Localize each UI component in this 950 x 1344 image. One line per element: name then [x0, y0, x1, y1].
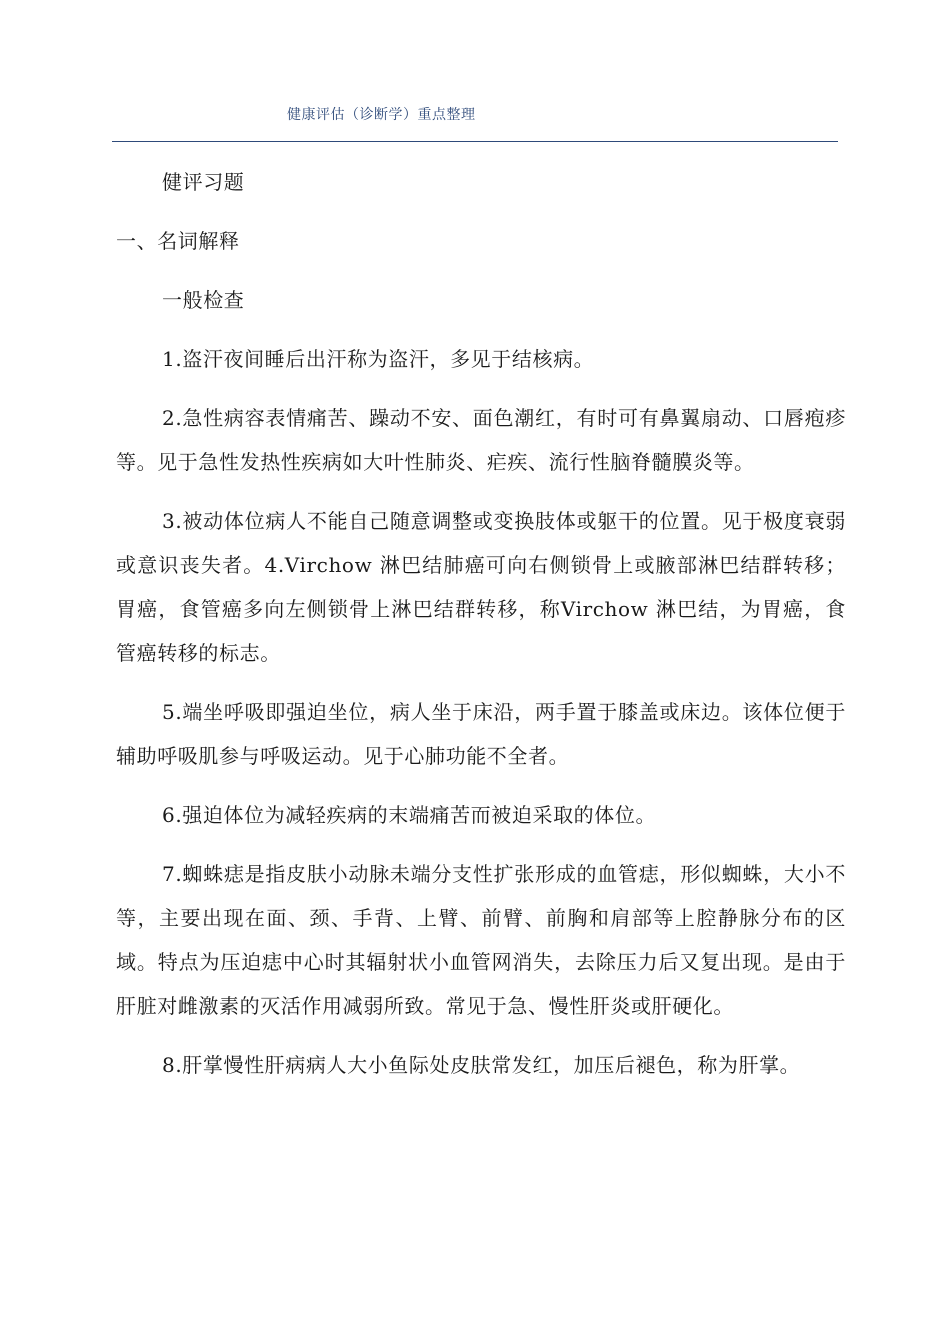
header-title: 健康评估（诊断学）重点整理: [287, 107, 476, 123]
document-body: [116, 160, 846, 1102]
definition-item: 6.强迫体位为减轻疾病的末端痛苦而被迫采取的体位。: [162, 803, 657, 827]
definition-item: 8.肝掌慢性肝病病人大小鱼际处皮肤常发红，加压后褪色，称为肝掌。: [162, 1053, 801, 1077]
definition-item: 5.端坐呼吸即强迫坐位，病人坐于床沿，两手置于膝盖或床边。该体位便于辅助呼吸肌参与呼吸运动。见于心肺功能不全者。: [116, 700, 846, 768]
header-divider: [112, 141, 838, 142]
definition-item: 7.蜘蛛痣是指皮肤小动脉未端分支性扩张形成的血管痣，形似蜘蛛，大小不等，主要出现在面、颈、手背、上臂、前臂、前胸和肩部等上腔静脉分布的区域。特点为压迫痣中心时其辐射状小血管网消失，去除压力后又复出现。是由于肝脏对雌激素的灭活作用减弱所致。常见于急、慢性肝炎或肝硬化。: [116, 862, 846, 1018]
subsection-title: 一般检查: [162, 288, 245, 312]
definition-item: 3.被动体位病人不能自己随意调整或变换肢体或躯干的位置。见于极度衰弱或意识丧失者。4.Virchow 淋巴结肺癌可向右侧锁骨上或腋部淋巴结群转移；胃癌，食管癌多向左侧锁骨上淋巴结群转移，称Virchow 淋巴结，为胃癌，食管癌转移的标志。: [116, 509, 846, 665]
definition-item: 2.急性病容表情痛苦、躁动不安、面色潮红，有时可有鼻翼扇动、口唇疱疹等。见于急性发热性疾病如大叶性肺炎、疟疾、流行性脑脊髓膜炎等。: [116, 406, 846, 474]
document-heading: 健评习题: [162, 170, 245, 194]
definition-item: 1.盗汗夜间睡后出汗称为盗汗，多见于结核病。: [162, 347, 595, 371]
section-title: 一、名词解释: [116, 229, 240, 253]
